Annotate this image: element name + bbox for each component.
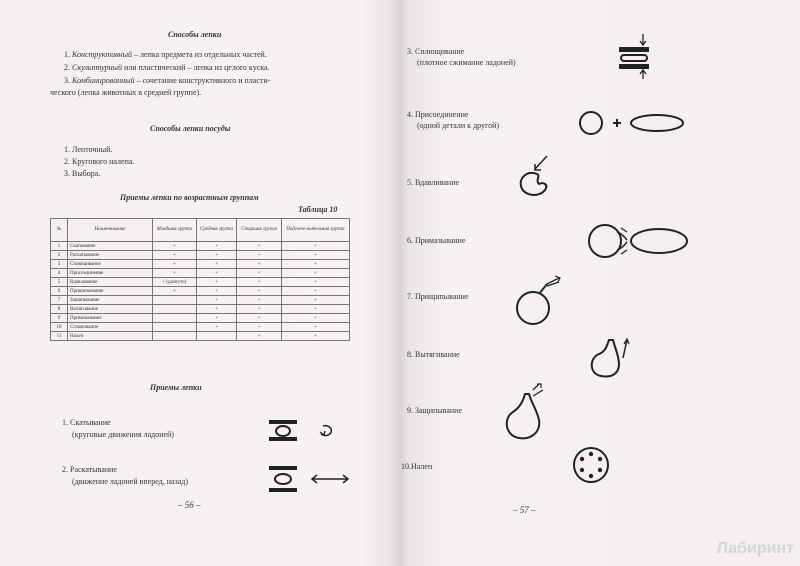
- step-3-desc: (плотное сжимание ладоней): [417, 58, 516, 67]
- table-row: [51, 251, 350, 260]
- row-name: Налеп: [68, 332, 153, 341]
- step-8-label: 8. Вытягивание: [407, 350, 460, 359]
- method-term: Конструктивный: [72, 50, 133, 59]
- cell-senior: +: [237, 269, 281, 278]
- cell-middle: +: [196, 287, 237, 296]
- cell-senior: +: [237, 323, 281, 332]
- table-row: [51, 314, 350, 323]
- cell-senior: +: [237, 287, 281, 296]
- technique-2-label: 2. Раскатывание: [62, 465, 117, 474]
- cell-middle: +: [196, 314, 237, 323]
- cell-junior: +: [153, 260, 197, 269]
- row-number: 7: [51, 296, 68, 305]
- cell-preparatory: +: [281, 305, 349, 314]
- table-row: [51, 260, 350, 269]
- row-name: Защипывание: [68, 296, 153, 305]
- right-page: [395, 0, 800, 566]
- cell-middle: +: [196, 296, 237, 305]
- row-number: 1: [51, 242, 68, 251]
- cell-preparatory: +: [281, 296, 349, 305]
- dish-method-3: 3. Выбора.: [64, 169, 101, 178]
- cell-preparatory: +: [281, 314, 349, 323]
- cell-senior: +: [237, 242, 281, 251]
- cell-preparatory: +: [281, 260, 349, 269]
- technique-1-desc: (круговые движения ладоней): [72, 430, 174, 439]
- row-name: Сплющивание: [68, 260, 153, 269]
- right-page-number: – 57 –: [513, 505, 536, 515]
- cell-senior: +: [237, 251, 281, 260]
- left-page-number: – 56 –: [178, 500, 201, 510]
- cell-junior: [153, 314, 197, 323]
- cell-middle: +: [196, 323, 237, 332]
- row-number: 9: [51, 314, 68, 323]
- cell-middle: +: [196, 278, 237, 287]
- row-number: 2: [51, 251, 68, 260]
- cell-preparatory: +: [281, 287, 349, 296]
- pull-icon: [587, 328, 647, 380]
- step-3-label: 3. Сплющивание: [407, 47, 465, 56]
- cell-junior: +: [153, 287, 197, 296]
- row-name: Вдавливание: [68, 278, 153, 287]
- age-groups-table: [50, 218, 350, 341]
- col-header-senior: Старшая группа: [237, 219, 281, 242]
- cell-junior: [153, 305, 197, 314]
- row-name: Сглаживание: [68, 323, 153, 332]
- cell-middle: +: [196, 305, 237, 314]
- cell-senior: +: [237, 314, 281, 323]
- cell-preparatory: +: [281, 323, 349, 332]
- rolling-ball-icon: [265, 418, 345, 448]
- table-row: [51, 296, 350, 305]
- cell-middle: +: [196, 251, 237, 260]
- tuck-icon: [503, 380, 563, 442]
- table-caption: Приемы лепки по возрастным группам: [120, 193, 259, 202]
- row-number: 11: [51, 332, 68, 341]
- method-item-2: [64, 63, 270, 73]
- cell-junior: +: [153, 251, 197, 260]
- cell-junior: +: [153, 242, 197, 251]
- table-row: [51, 305, 350, 314]
- cell-preparatory: +: [281, 242, 349, 251]
- method-text: – лепка предмета из отдельных частей.: [132, 50, 267, 59]
- cell-senior: +: [237, 305, 281, 314]
- cell-preparatory: +: [281, 251, 349, 260]
- col-header-middle: Средняя группа: [196, 219, 237, 242]
- row-number: 8: [51, 305, 68, 314]
- smear-icon: [583, 218, 693, 264]
- method-item-1: [64, 50, 267, 60]
- table-row: [51, 323, 350, 332]
- cell-senior: +: [237, 332, 281, 341]
- section-title-techniques: Приемы лепки: [150, 383, 202, 392]
- row-number: 5: [51, 278, 68, 287]
- pinch-icon: [513, 268, 573, 330]
- row-name: Примазывание: [68, 314, 153, 323]
- row-number: 10: [51, 323, 68, 332]
- cell-junior: [153, 323, 197, 332]
- col-header-preparatory: Подгото-вительная группа: [281, 219, 349, 242]
- table-row: [51, 332, 350, 341]
- cell-junior: [153, 332, 197, 341]
- cell-middle: +: [196, 269, 237, 278]
- method-num: 1.: [64, 50, 70, 59]
- table-row: [51, 287, 350, 296]
- cell-preparatory: +: [281, 278, 349, 287]
- method-text: – сочетание конструктивного и пласти-: [134, 76, 271, 85]
- technique-1-label: 1. Скатывание: [62, 418, 111, 427]
- join-icon: [575, 106, 695, 140]
- step-6-label: 6. Примазывание: [407, 236, 466, 245]
- step-5-label: 5. Вдавливание: [407, 178, 460, 187]
- method-text: или пластический – лепка из целого куска.: [121, 63, 270, 72]
- cell-middle: +: [196, 260, 237, 269]
- method-item-3-continuation: ческого (лепка животных в средней группе).: [50, 88, 202, 97]
- left-page: [0, 0, 390, 566]
- row-name: Раскатывание: [68, 251, 153, 260]
- cell-senior: +: [237, 260, 281, 269]
- table-header-row: [51, 219, 350, 242]
- step-4-label: 4. Присоединение: [407, 110, 469, 119]
- row-name: Вытягивание: [68, 305, 153, 314]
- cell-senior: +: [237, 278, 281, 287]
- table-body: [51, 242, 350, 341]
- cell-junior: +: [153, 269, 197, 278]
- technique-2-desc: (движение ладоней вперед, назад): [72, 477, 189, 486]
- step-10-label: 10.Налеп: [401, 462, 433, 471]
- labirint-watermark-logo: Лабиринт: [716, 540, 794, 557]
- section-title-dish-methods: Способы лепки посуды: [150, 124, 231, 133]
- step-9-label: 9. Защипывание: [407, 406, 462, 415]
- row-name: Скатывание: [68, 242, 153, 251]
- step-4-desc: (одной детали к другой): [417, 121, 500, 130]
- row-number: 4: [51, 269, 68, 278]
- table-label: Таблица 10: [298, 205, 338, 214]
- method-item-3: [64, 76, 270, 86]
- cell-senior: +: [237, 296, 281, 305]
- step-7-label: 7. Прищипывание: [407, 292, 469, 301]
- col-header-junior: Младшая группа: [153, 219, 197, 242]
- table-row: [51, 269, 350, 278]
- method-term: Скульптурный: [72, 63, 122, 72]
- dish-method-1: 1. Ленточный.: [64, 145, 113, 154]
- cell-junior: + (дазнуто): [153, 278, 197, 287]
- section-title-modeling-methods: Способы лепки: [168, 30, 222, 39]
- row-name: Присоединение: [68, 269, 153, 278]
- flatten-icon: [613, 32, 653, 82]
- cell-preparatory: +: [281, 332, 349, 341]
- press-icon: [513, 152, 563, 202]
- col-header-num: №: [51, 219, 68, 242]
- table-row: [51, 242, 350, 251]
- method-num: 2.: [64, 63, 70, 72]
- rolling-out-icon: [265, 464, 355, 498]
- col-header-name: Наименование: [68, 219, 153, 242]
- row-name: Прищипывание: [68, 287, 153, 296]
- cell-preparatory: +: [281, 269, 349, 278]
- cell-junior: [153, 296, 197, 305]
- table-row: [51, 278, 350, 287]
- cell-middle: [196, 332, 237, 341]
- applique-icon: [571, 445, 615, 489]
- cell-middle: +: [196, 242, 237, 251]
- method-term: Комбинированный: [72, 76, 135, 85]
- row-number: 3: [51, 260, 68, 269]
- method-num: 3.: [64, 76, 70, 85]
- dish-method-2: 2. Кругового налепа.: [64, 157, 135, 166]
- row-number: 6: [51, 287, 68, 296]
